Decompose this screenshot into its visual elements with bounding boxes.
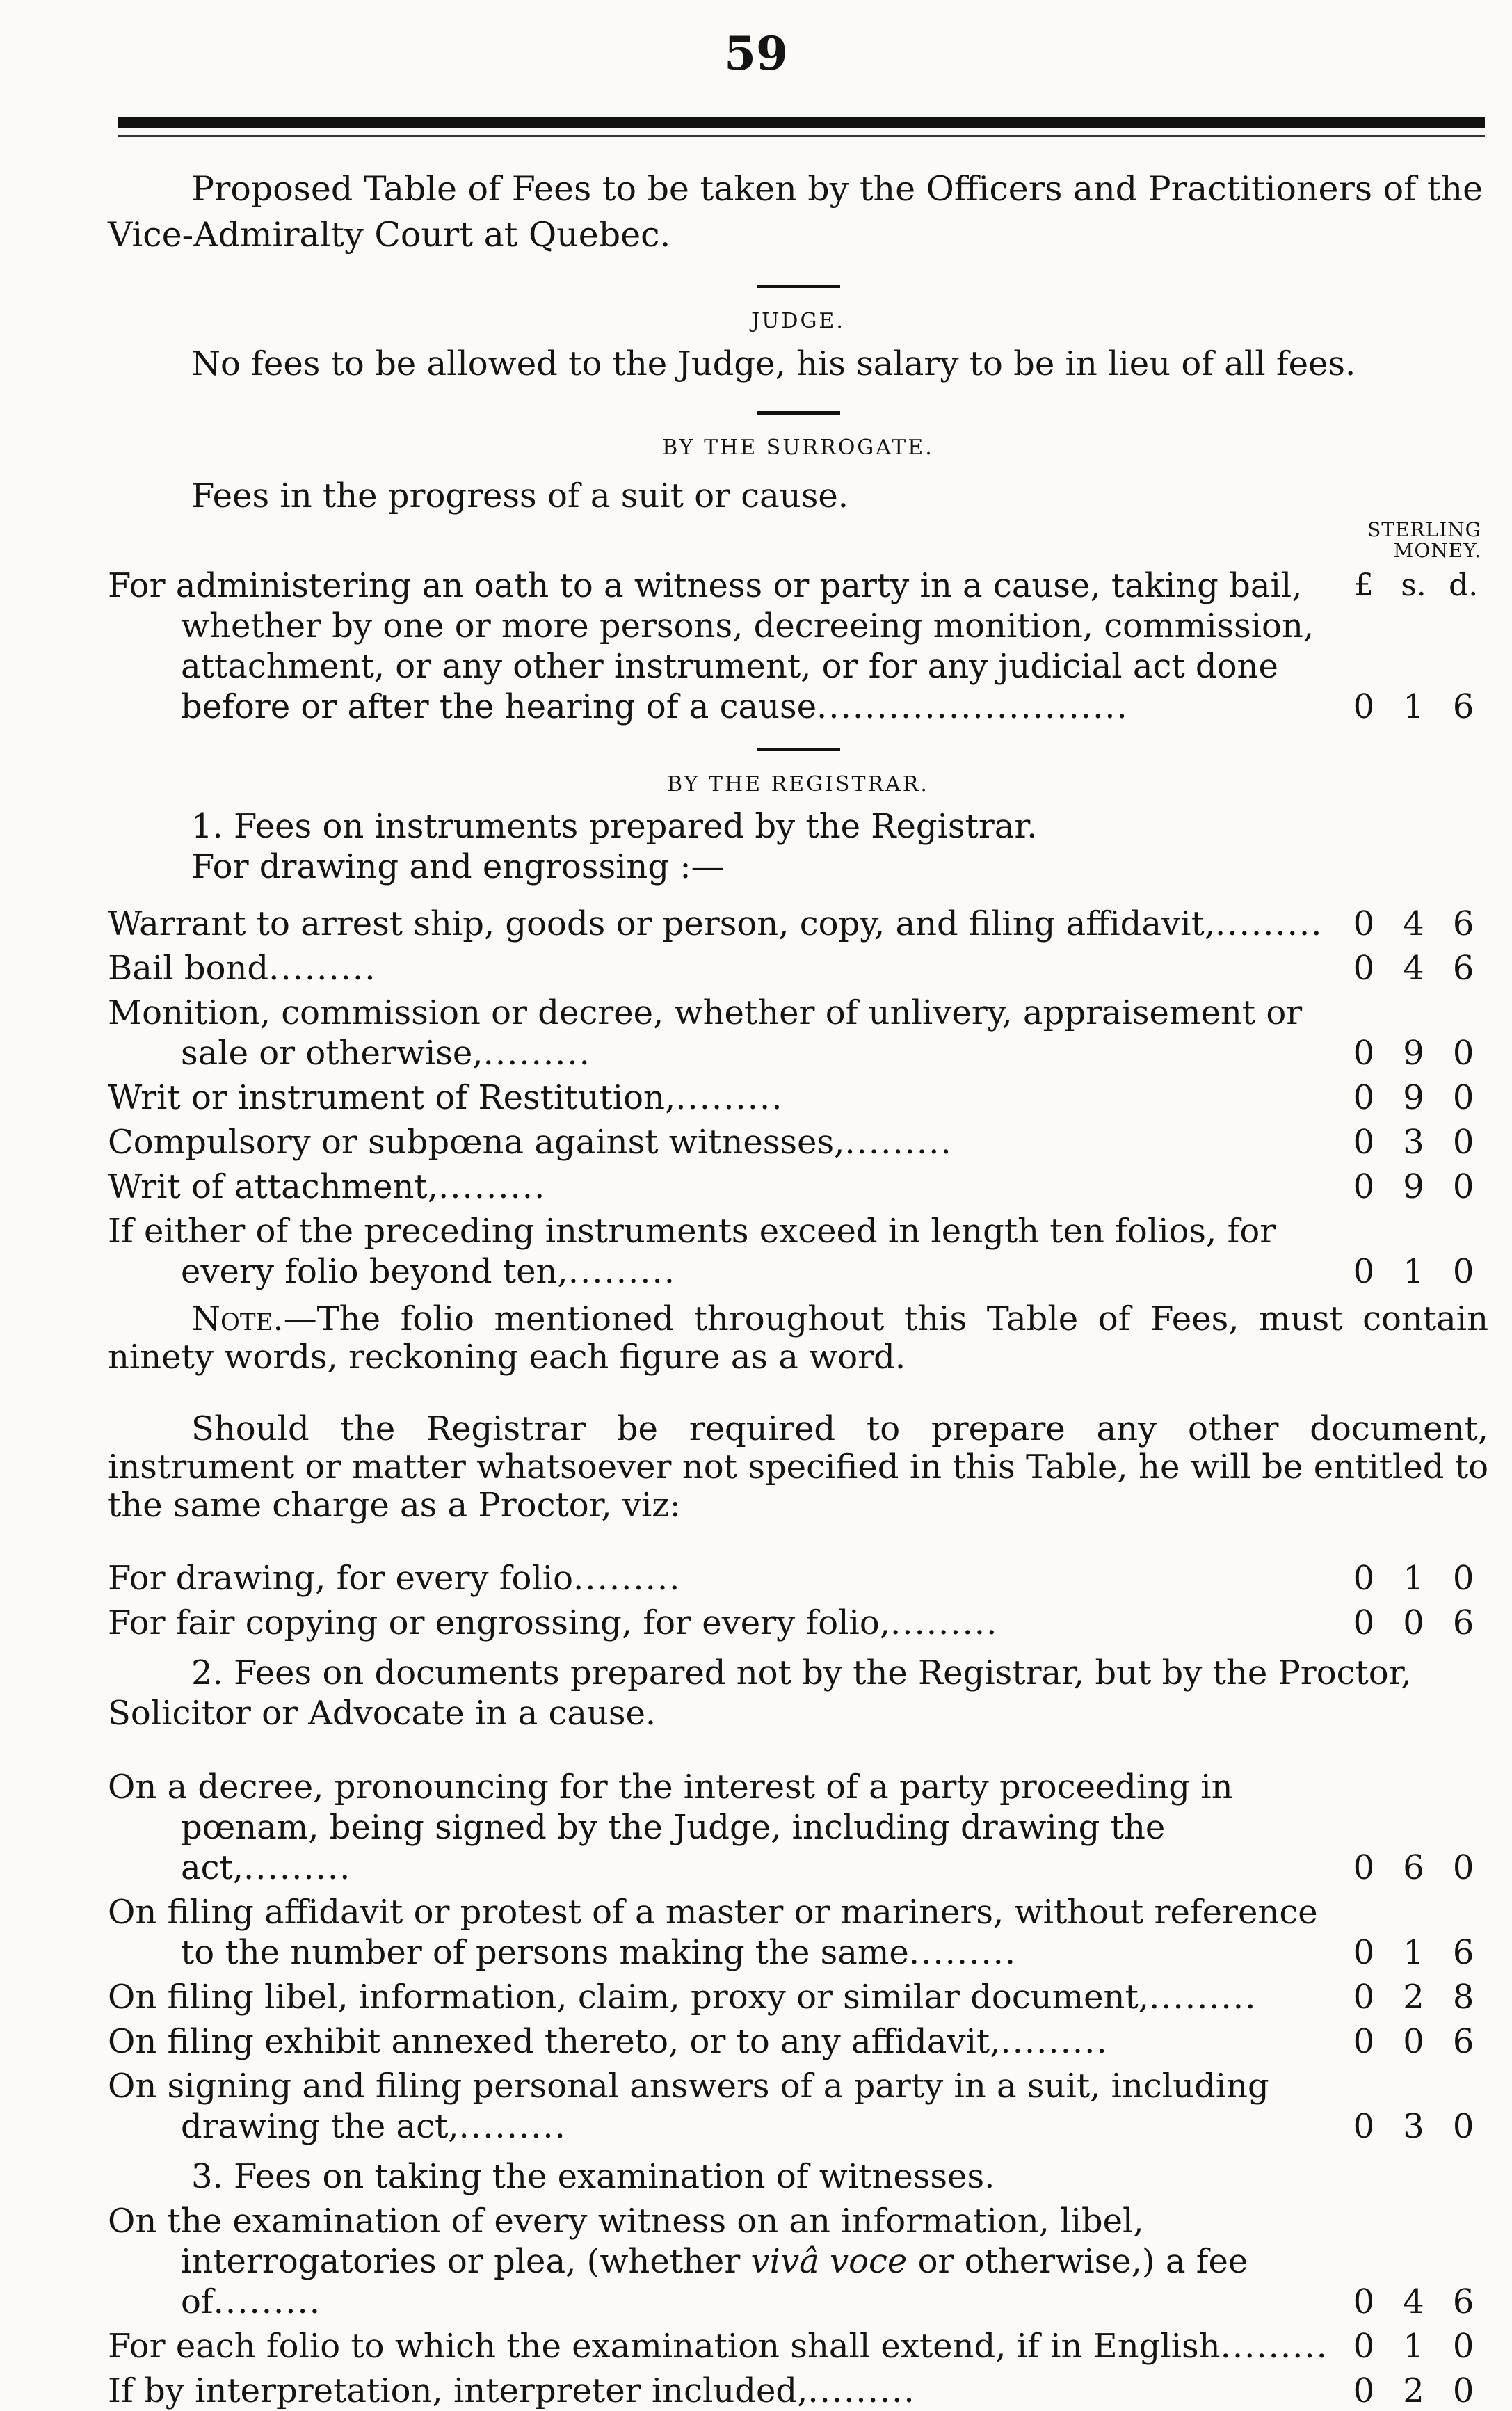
pence: 0: [1452, 1252, 1474, 1291]
section2-entries: [108, 1767, 1488, 2147]
fee-entry: [108, 2066, 1488, 2147]
dot-leader: .........: [844, 1123, 953, 1162]
fee-text: On filing libel, information, claim, proxy or similar document,: [108, 1978, 1149, 2017]
shillings: 1: [1403, 2327, 1424, 2366]
fee-description: [108, 1122, 1339, 1162]
fee-description: [108, 1078, 1339, 1118]
fee-description: [108, 993, 1339, 1073]
fee-entry: [108, 1078, 1488, 1118]
header-rule-thick: [118, 117, 1485, 128]
fee-text: Monition, commission or decree, whether of unlivery, appraisement or sale or otherwise,: [108, 993, 1303, 1073]
proctor-entries: [108, 1558, 1488, 1643]
section1-title: 1. Fees on instruments prepared by the Registrar.: [191, 807, 1038, 846]
section2-title: 2. Fees on documents prepared not by the Registrar, but by the Proctor, Solicitor or Advocate in a cause.: [108, 1653, 1412, 1733]
dot-leader: ..........................: [817, 687, 1129, 726]
fee-entry: [108, 1122, 1488, 1162]
note-text: —The folio mentioned throughout this Table of Fees, must contain ninety words, reckoning each figure as a word.: [108, 1299, 1488, 1377]
fee-text: On signing and filing personal answers of a party in a suit, including drawing the act,: [108, 2067, 1269, 2146]
fee-text: For drawing, for every folio: [108, 1559, 574, 1598]
dot-leader: .........: [908, 1933, 1018, 1972]
pence: 6: [1452, 687, 1474, 726]
shillings: 2: [1403, 1978, 1424, 2017]
pence: 0: [1452, 1034, 1474, 1073]
dot-leader: .........: [1220, 2327, 1328, 2366]
fee-text: or otherwise,) a fee of: [181, 2242, 1248, 2321]
pounds: 0: [1353, 2282, 1375, 2321]
fee-description: [108, 2371, 1339, 2411]
fee-entry: [108, 993, 1488, 1073]
note-paragraph-2: Should the Registrar be required to prepare any other document, instrument or matter whatsoever not specified in this Table, he will be entitled to the same charge as a Proctor, viz:: [108, 1409, 1488, 1525]
pence: 6: [1452, 904, 1474, 943]
fee-amount: [1339, 1078, 1488, 1118]
pence: 6: [1452, 1603, 1474, 1642]
pounds: 0: [1353, 1123, 1375, 1162]
sterling-label-line1: STERLING: [1367, 518, 1481, 541]
fee-amount: [1339, 2371, 1488, 2411]
shillings: 1: [1403, 1252, 1424, 1291]
shillings: 4: [1403, 904, 1424, 943]
dot-leader: .........: [568, 1252, 677, 1291]
sterling-money-label: [108, 520, 1481, 561]
shillings: 3: [1403, 1123, 1424, 1162]
section-divider: [757, 748, 840, 751]
fee-amount: [1339, 948, 1488, 988]
fee-text: Compulsory or subpœna against witnesses,: [108, 1123, 845, 1162]
fee-entry: [108, 1767, 1488, 1888]
fee-description: [108, 1892, 1339, 1973]
dot-leader: .........: [268, 949, 377, 988]
pence: 8: [1452, 1978, 1474, 2017]
pence: 0: [1452, 1559, 1474, 1598]
fee-description: [108, 2326, 1339, 2366]
shillings: 9: [1403, 1167, 1424, 1206]
pounds: 0: [1353, 1078, 1375, 1117]
pence: 6: [1452, 2282, 1474, 2321]
fee-description: [108, 1603, 1339, 1643]
dot-leader: .........: [458, 2107, 567, 2146]
pounds: 0: [1353, 1933, 1375, 1972]
dot-leader: .........: [483, 1034, 591, 1073]
shillings: 1: [1403, 1933, 1424, 1972]
shillings: 6: [1403, 1848, 1424, 1887]
fee-text: For fair copying or engrossing, for every folio,: [108, 1603, 890, 1642]
fee-entry: [108, 1892, 1488, 1973]
fee-text: If either of the preceding instruments exceed in length ten folios, for every folio beyond ten,: [108, 1212, 1276, 1291]
fee-description: [108, 2066, 1339, 2147]
fee-text: On the examination of every witness on an information, libel, interrogatories or plea, (whether: [108, 2202, 1144, 2281]
shillings: 9: [1403, 1078, 1424, 1117]
section1-subtitle: For drawing and engrossing :—: [191, 847, 725, 886]
fee-amount-column: [1339, 566, 1488, 727]
fee-description: [108, 566, 1339, 727]
shillings: 4: [1403, 2282, 1424, 2321]
pence: 0: [1452, 2107, 1474, 2146]
fee-text: Bail bond: [108, 949, 269, 988]
fee-text: For each folio to which the examination shall extend, if in English: [108, 2327, 1221, 2366]
fee-amount: [1339, 1892, 1488, 1973]
fee-description: [108, 1977, 1339, 2017]
fee-text: On filing exhibit annexed thereto, or to any affidavit,: [108, 2022, 1001, 2061]
fee-text: Warrant to arrest ship, goods or person, copy, and filing affidavit,: [108, 904, 1216, 943]
judge-heading: JUDGE.: [751, 309, 845, 333]
pounds: 0: [1353, 2327, 1375, 2366]
fee-description: [108, 2021, 1339, 2062]
pence: 0: [1452, 1848, 1474, 1887]
shillings: 1: [1403, 1559, 1424, 1598]
fee-entry: [108, 948, 1488, 988]
pence: 0: [1452, 1078, 1474, 1117]
fee-description: [108, 904, 1339, 944]
fee-entry: [108, 1977, 1488, 2017]
pounds: 0: [1353, 1603, 1375, 1642]
section3-title: 3. Fees on taking the examination of witnesses.: [191, 2157, 995, 2196]
fee-amount: [1339, 2021, 1488, 2062]
pence: 6: [1452, 949, 1474, 988]
fee-amount: [1339, 993, 1488, 1073]
fee-text: Writ or instrument of Restitution,: [108, 1078, 676, 1117]
sterling-label-line2: MONEY.: [1393, 539, 1481, 562]
fee-entry: [108, 566, 1488, 727]
dot-leader: .........: [1215, 904, 1324, 943]
shillings: 4: [1403, 949, 1424, 988]
section3-entries: [108, 2201, 1488, 2411]
judge-text: No fees to be allowed to the Judge, his salary to be in lieu of all fees.: [191, 344, 1356, 383]
pounds: 0: [1353, 687, 1375, 726]
pounds: 0: [1353, 1167, 1375, 1206]
pounds: 0: [1353, 1848, 1375, 1887]
note-paragraph: [108, 1300, 1488, 1377]
fee-amount: [1339, 2201, 1488, 2322]
fee-entry: [108, 1603, 1488, 1643]
section1-entries: [108, 904, 1488, 1292]
main-column: [108, 150, 1488, 2411]
shillings: 2: [1403, 2371, 1424, 2410]
registrar-heading: BY THE REGISTRAR.: [667, 772, 929, 796]
shilling-label: s.: [1401, 568, 1426, 603]
pence: 0: [1452, 1123, 1474, 1162]
pounds: 0: [1353, 1559, 1375, 1598]
dot-leader: .........: [675, 1078, 784, 1117]
fee-amount: [1339, 1211, 1488, 1292]
fee-description: [108, 948, 1339, 988]
fee-description: [108, 1767, 1339, 1888]
fee-entry: [108, 1211, 1488, 1292]
pounds: 0: [1353, 949, 1375, 988]
pence: 0: [1452, 2327, 1474, 2366]
dot-leader: .........: [890, 1603, 999, 1642]
fee-amount: [1339, 1167, 1488, 1207]
surrogate-heading: BY THE SURROGATE.: [662, 435, 934, 460]
dot-leader: .........: [573, 1559, 682, 1598]
fee-entry: [108, 1167, 1488, 1207]
shillings: 3: [1403, 2107, 1424, 2146]
dot-leader: .........: [437, 1167, 547, 1206]
dot-leader: .........: [1149, 1978, 1257, 2017]
pounds: 0: [1353, 1034, 1375, 1073]
page-number: 59: [724, 26, 788, 81]
fee-amount: [1339, 1558, 1488, 1599]
dot-leader: .........: [1000, 2022, 1109, 2061]
section-divider: [757, 411, 840, 415]
fee-amount: [1339, 1977, 1488, 2017]
fee-text: On filing affidavit or protest of a master or mariners, without reference to the number of persons making the same: [108, 1893, 1318, 1972]
note-label: Note.: [191, 1299, 284, 1338]
fee-text-italic: vivâ voce: [750, 2242, 908, 2281]
pounds: 0: [1353, 2371, 1375, 2410]
fee-amount: [1339, 1767, 1488, 1888]
fee-entry: [108, 2326, 1488, 2366]
fee-entry: [108, 904, 1488, 944]
fee-description: [108, 1211, 1339, 1292]
currency-header: [1339, 566, 1488, 606]
shillings: 0: [1403, 1603, 1424, 1642]
fee-amount: [1339, 1603, 1488, 1643]
fee-amount: [1339, 2066, 1488, 2147]
pounds: 0: [1353, 1978, 1375, 2017]
fee-text: For administering an oath to a witness or party in a cause, taking bail, whether by one or more persons, decreeing monition, commission, attachment, or any other instrument, or for any judicial act done before or after the hearing of a cause: [108, 566, 1314, 726]
fee-entry: [108, 1558, 1488, 1599]
dot-leader: .........: [243, 1848, 352, 1887]
pence: 0: [1452, 1167, 1474, 1206]
fee-text: On a decree, pronouncing for the interest of a party proceeding in pœnam, being signed by the Judge, including drawing the act,: [108, 1768, 1233, 1887]
pence: 0: [1452, 2371, 1474, 2410]
header-rule-thin: [118, 135, 1485, 137]
fee-text: Writ of attachment,: [108, 1167, 438, 1206]
fee-amount: [1339, 1122, 1488, 1162]
fee-description: [108, 1558, 1339, 1599]
fee-description: [108, 1167, 1339, 1207]
fee-entry: [108, 2021, 1488, 2062]
fee-amount: [1339, 687, 1488, 727]
pounds: 0: [1353, 1252, 1375, 1291]
pence: 6: [1452, 2022, 1474, 2061]
pound-label: £: [1353, 568, 1374, 603]
surrogate-subheading: Fees in the progress of a suit or cause.: [191, 476, 849, 515]
pounds: 0: [1353, 2022, 1375, 2061]
pounds: 0: [1353, 904, 1375, 943]
shillings: 1: [1403, 687, 1424, 726]
intro-paragraph: Proposed Table of Fees to be taken by the Officers and Practitioners of the Vice-Admiralty Court at Quebec.: [108, 169, 1483, 255]
section-divider: [757, 285, 840, 288]
pounds: 0: [1353, 2107, 1375, 2146]
pence-label: d.: [1449, 568, 1479, 603]
fee-amount: [1339, 2326, 1488, 2366]
fee-description: [108, 2201, 1339, 2322]
fee-entry: [108, 2201, 1488, 2322]
fee-entry: [108, 2371, 1488, 2411]
shillings: 0: [1403, 2022, 1424, 2061]
dot-leader: .........: [213, 2282, 321, 2321]
fee-text: If by interpretation, interpreter included,: [108, 2371, 808, 2410]
fee-amount: [1339, 904, 1488, 944]
shillings: 9: [1403, 1034, 1424, 1073]
dot-leader: .........: [807, 2371, 916, 2410]
pence: 6: [1452, 1933, 1474, 1972]
